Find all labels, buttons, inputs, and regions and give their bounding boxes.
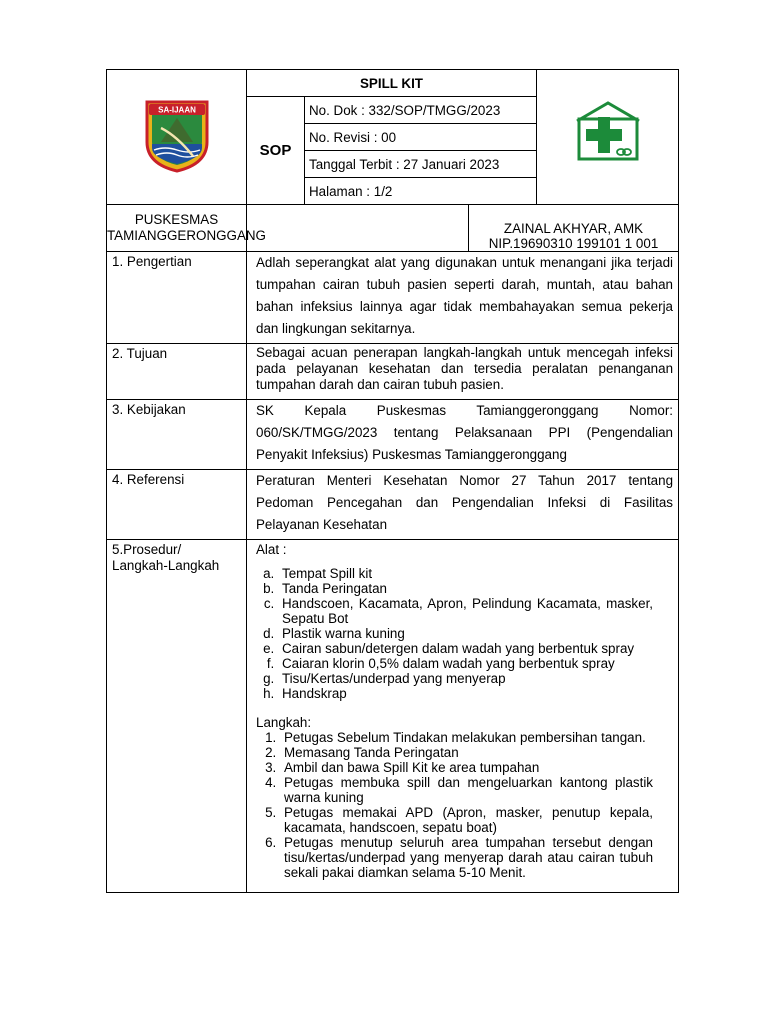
prosedur-label-line2: Langkah-Langkah: [112, 558, 220, 573]
list-item: 5. Petugas memakai APD (Apron, masker, penutup kepala, kacamata, handscoen, sepatu boat): [280, 805, 653, 835]
section-label-prosedur: [107, 540, 247, 893]
section-label-kebijakan: 3. Kebijakan: [107, 400, 247, 470]
section-text-kebijakan: SK Kepala Puskesmas Tamianggeronggang Nomor: 060/SK/TMGG/2023 tentang Pelaksanaan PPI (Pengendalian Penyakit Infeksius) Puskesmas Tamianggeronggang: [247, 400, 679, 470]
alat-list: [256, 566, 653, 701]
section-label-tujuan: 2. Tujuan: [107, 344, 247, 400]
prosedur-label-line1: 5.Prosedur/: [112, 542, 182, 557]
langkah-heading: Langkah:: [256, 715, 312, 730]
signatory-name: ZAINAL AKHYAR, AMK: [503, 221, 644, 236]
langkah-list: [256, 730, 653, 880]
section-label-pengertian: 1. Pengertian: [107, 252, 247, 344]
list-item: 2. Memasang Tanda Peringatan: [280, 745, 653, 760]
sop-label: SOP: [247, 97, 305, 205]
section-label-referensi: 4. Referensi: [107, 470, 247, 540]
section-content-prosedur: [247, 540, 679, 893]
issue-date: Tanggal Terbit : 27 Januari 2023: [305, 151, 537, 178]
document-number: No. Dok : 332/SOP/TMGG/2023: [305, 97, 537, 124]
list-item: a. Tempat Spill kit: [278, 566, 653, 581]
institution-name: PUSKESMAS TAMIANGGERONGGANG: [107, 205, 247, 252]
list-item: 3. Ambil dan bawa Spill Kit ke area tumpahan: [280, 760, 653, 775]
sop-table: [106, 69, 679, 893]
signatory-nip: NIP.19690310 199101 1 001: [488, 236, 659, 251]
section-text-pengertian: Adlah seperangkat alat yang digunakan untuk menangani jika terjadi tumpahan cairan tubuh pasien seperti darah, muntah, atau bahan bahan infeksius lainnya agar tidak membahayakan semua pekerja dan lingkungan sekitarnya.: [247, 252, 679, 344]
section-text-referensi: Peraturan Menteri Kesehatan Nomor 27 Tahun 2017 tentang Pedoman Pencegahan dan Pengendalian Infeksi di Fasilitas Pelayanan Kesehatan: [247, 470, 679, 540]
list-item: 6. Petugas menutup seluruh area tumpahan tersebut dengan tisu/kertas/underpad yang menyerap darah atau cairan tubuh sekali pakai diamkan selama 5-10 Menit.: [280, 835, 653, 880]
list-item: b. Tanda Peringatan: [278, 581, 653, 596]
regency-crest-icon: [141, 98, 213, 174]
list-item: h. Handskrap: [278, 686, 653, 701]
blank-cell: [247, 205, 469, 252]
puskesmas-green-cross-icon: [569, 97, 647, 175]
list-item: g. Tisu/Kertas/underpad yang menyerap: [278, 671, 653, 686]
list-item: f. Caiaran klorin 0,5% dalam wadah yang berbentuk spray: [278, 656, 653, 671]
section-text-tujuan: Sebagai acuan penerapan langkah-langkah untuk mencegah infeksi pada pelayanan kesehatan dan tersedia peralatan penanganan tumpahan darah dan cairan tubuh pasien.: [247, 344, 679, 400]
signatory-block: [469, 205, 679, 252]
left-logo-cell: [107, 70, 247, 205]
sop-document: [106, 69, 678, 893]
right-logo-cell: [537, 70, 679, 205]
list-item: e. Cairan sabun/detergen dalam wadah yang berbentuk spray: [278, 641, 653, 656]
page-number: Halaman : 1/2: [305, 178, 537, 205]
list-item: c. Handscoen, Kacamata, Apron, Pelindung Kacamata, masker, Sepatu Bot: [278, 596, 653, 626]
alat-heading: Alat :: [256, 542, 287, 557]
list-item: d. Plastik warna kuning: [278, 626, 653, 641]
list-item: 4. Petugas membuka spill dan mengeluarkan kantong plastik warna kuning: [280, 775, 653, 805]
document-title: SPILL KIT: [247, 70, 537, 97]
crest-text: SA-IJAAN: [157, 105, 196, 114]
list-item: 1. Petugas Sebelum Tindakan melakukan pembersihan tangan.: [280, 730, 653, 745]
revision-number: No. Revisi : 00: [305, 124, 537, 151]
